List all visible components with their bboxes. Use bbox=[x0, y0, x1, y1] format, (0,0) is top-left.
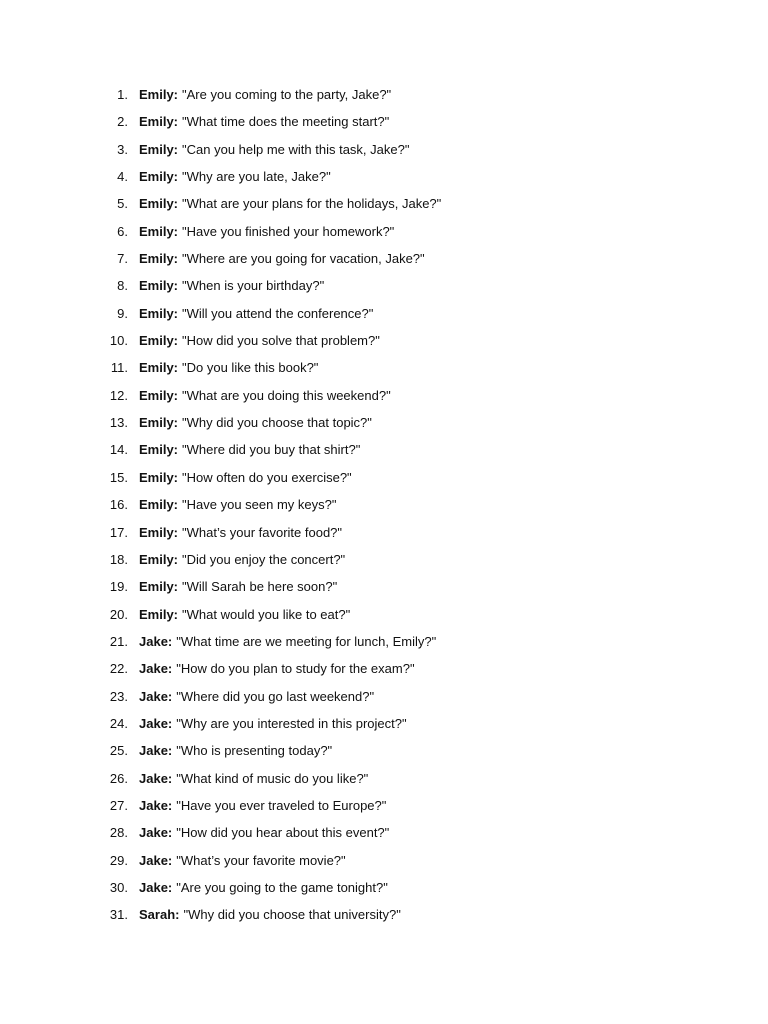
list-item bbox=[0, 86, 768, 113]
item-number: 4. bbox=[117, 169, 128, 185]
speaker-name: Jake: bbox=[139, 770, 173, 786]
item-body bbox=[139, 414, 372, 432]
item-body bbox=[139, 770, 368, 788]
item-body bbox=[139, 879, 388, 897]
list-item bbox=[0, 223, 768, 250]
item-body bbox=[139, 797, 386, 815]
speaker-name: Jake: bbox=[139, 715, 173, 731]
item-number: 5. bbox=[117, 196, 128, 212]
item-body bbox=[139, 223, 394, 241]
quote-text: "Can you help me with this task, Jake?" bbox=[182, 141, 410, 157]
list-item bbox=[0, 524, 768, 551]
item-body bbox=[139, 633, 436, 651]
speaker-name: Emily: bbox=[139, 360, 179, 376]
quote-text: "When is your birthday?" bbox=[182, 278, 325, 294]
list-item bbox=[0, 906, 768, 933]
speaker-name: Emily: bbox=[139, 442, 179, 458]
list-item bbox=[0, 359, 768, 386]
list-item bbox=[0, 387, 768, 414]
list-item bbox=[0, 469, 768, 496]
quote-text: "What are your plans for the holidays, Jake?" bbox=[182, 196, 442, 212]
item-number: 3. bbox=[117, 141, 128, 157]
item-body bbox=[139, 168, 331, 186]
speaker-name: Jake: bbox=[139, 825, 173, 841]
item-body bbox=[139, 824, 389, 842]
list-item bbox=[0, 688, 768, 715]
quote-text: "Will Sarah be here soon?" bbox=[182, 579, 338, 595]
list-item bbox=[0, 578, 768, 605]
list-item bbox=[0, 797, 768, 824]
speaker-name: Emily: bbox=[139, 579, 179, 595]
speaker-name: Emily: bbox=[139, 333, 179, 349]
speaker-name: Emily: bbox=[139, 114, 179, 130]
list-item bbox=[0, 195, 768, 222]
item-body bbox=[139, 551, 345, 569]
item-number: 23. bbox=[109, 688, 128, 704]
speaker-name: Jake: bbox=[139, 743, 173, 759]
quote-text: "Will you attend the conference?" bbox=[182, 305, 374, 321]
list-item bbox=[0, 824, 768, 851]
quote-text: "How did you solve that problem?" bbox=[182, 333, 380, 349]
item-body bbox=[139, 86, 391, 104]
item-number: 15. bbox=[109, 469, 128, 485]
quote-text: "Why are you late, Jake?" bbox=[182, 169, 331, 185]
speaker-name: Emily: bbox=[139, 87, 179, 102]
speaker-name: Jake: bbox=[139, 661, 173, 677]
speaker-name: Jake: bbox=[139, 852, 173, 868]
list-item bbox=[0, 113, 768, 140]
item-number: 26. bbox=[109, 770, 128, 786]
item-number: 25. bbox=[109, 743, 128, 759]
item-number: 6. bbox=[117, 223, 128, 239]
item-body bbox=[139, 359, 318, 377]
list-item bbox=[0, 852, 768, 879]
list-item bbox=[0, 305, 768, 332]
speaker-name: Jake: bbox=[139, 633, 173, 649]
item-number: 29. bbox=[109, 852, 128, 868]
item-number: 10. bbox=[109, 333, 128, 349]
list-item bbox=[0, 414, 768, 441]
item-body bbox=[139, 441, 360, 459]
item-number: 24. bbox=[109, 715, 128, 731]
item-number: 20. bbox=[109, 606, 128, 622]
list-item bbox=[0, 742, 768, 769]
item-body bbox=[139, 277, 324, 295]
speaker-name: Jake: bbox=[139, 688, 173, 704]
speaker-name: Sarah: bbox=[139, 907, 180, 923]
item-body bbox=[139, 332, 380, 350]
item-body bbox=[139, 852, 346, 870]
quote-text: "Where are you going for vacation, Jake?" bbox=[182, 251, 425, 267]
list-item bbox=[0, 141, 768, 168]
list-item bbox=[0, 250, 768, 277]
list-item bbox=[0, 770, 768, 797]
item-body bbox=[139, 250, 425, 268]
item-body bbox=[139, 469, 352, 487]
quote-text: "What would you like to eat?" bbox=[182, 606, 351, 622]
list-item bbox=[0, 168, 768, 195]
item-body bbox=[139, 906, 401, 924]
speaker-name: Emily: bbox=[139, 251, 179, 267]
item-number: 8. bbox=[117, 278, 128, 294]
list-item bbox=[0, 332, 768, 359]
dialogue-list bbox=[0, 86, 768, 934]
item-number: 7. bbox=[117, 251, 128, 267]
item-body bbox=[139, 606, 350, 624]
quote-text: "What time are we meeting for lunch, Emily?" bbox=[176, 633, 437, 649]
quote-text: "What time does the meeting start?" bbox=[182, 114, 390, 130]
quote-text: "Why did you choose that university?" bbox=[183, 907, 401, 923]
list-item bbox=[0, 879, 768, 906]
item-body bbox=[139, 688, 374, 706]
item-number: 27. bbox=[109, 797, 128, 813]
speaker-name: Jake: bbox=[139, 797, 173, 813]
item-number: 17. bbox=[109, 524, 128, 540]
quote-text: "What’s your favorite movie?" bbox=[176, 852, 346, 868]
item-number: 11. bbox=[110, 360, 128, 376]
item-body bbox=[139, 141, 409, 159]
quote-text: "Why did you choose that topic?" bbox=[182, 415, 372, 431]
item-number: 21. bbox=[109, 633, 128, 649]
item-number: 31. bbox=[109, 907, 128, 923]
item-number: 1. bbox=[117, 87, 128, 102]
speaker-name: Emily: bbox=[139, 223, 179, 239]
item-number: 12. bbox=[109, 387, 128, 403]
list-item bbox=[0, 551, 768, 578]
quote-text: "Where did you buy that shirt?" bbox=[182, 442, 361, 458]
quote-text: "What are you doing this weekend?" bbox=[182, 387, 391, 403]
item-number: 30. bbox=[109, 879, 128, 895]
item-body bbox=[139, 578, 337, 596]
speaker-name: Emily: bbox=[139, 469, 179, 485]
speaker-name: Emily: bbox=[139, 606, 179, 622]
quote-text: "Are you going to the game tonight?" bbox=[176, 879, 388, 895]
quote-text: "What’s your favorite food?" bbox=[182, 524, 343, 540]
item-body bbox=[139, 524, 342, 542]
quote-text: "Who is presenting today?" bbox=[176, 743, 333, 759]
quote-text: "How did you hear about this event?" bbox=[176, 825, 390, 841]
list-item bbox=[0, 441, 768, 468]
item-number: 19. bbox=[109, 579, 128, 595]
quote-text: "How often do you exercise?" bbox=[182, 469, 352, 485]
item-number: 9. bbox=[117, 305, 128, 321]
item-body bbox=[139, 113, 389, 131]
speaker-name: Emily: bbox=[139, 497, 179, 513]
quote-text: "Have you ever traveled to Europe?" bbox=[176, 797, 387, 813]
quote-text: "How do you plan to study for the exam?" bbox=[176, 661, 415, 677]
item-body bbox=[139, 305, 373, 323]
quote-text: "Why are you interested in this project?" bbox=[176, 715, 407, 731]
item-number: 2. bbox=[117, 114, 128, 130]
quote-text: "Did you enjoy the concert?" bbox=[182, 551, 346, 567]
item-number: 22. bbox=[109, 661, 128, 677]
quote-text: "Have you finished your homework?" bbox=[182, 223, 395, 239]
item-number: 28. bbox=[109, 825, 128, 841]
speaker-name: Emily: bbox=[139, 551, 179, 567]
quote-text: "Have you seen my keys?" bbox=[182, 497, 337, 513]
speaker-name: Emily: bbox=[139, 196, 179, 212]
list-item bbox=[0, 277, 768, 304]
list-item bbox=[0, 606, 768, 633]
item-body bbox=[139, 742, 332, 760]
list-item bbox=[0, 633, 768, 660]
quote-text: "Do you like this book?" bbox=[182, 360, 319, 376]
speaker-name: Emily: bbox=[139, 169, 179, 185]
speaker-name: Emily: bbox=[139, 387, 179, 403]
speaker-name: Emily: bbox=[139, 415, 179, 431]
item-body bbox=[139, 496, 336, 514]
list-item bbox=[0, 715, 768, 742]
item-number: 14. bbox=[109, 442, 128, 458]
list-item bbox=[0, 496, 768, 523]
speaker-name: Emily: bbox=[139, 278, 179, 294]
list-item bbox=[0, 660, 768, 687]
quote-text: "Where did you go last weekend?" bbox=[176, 688, 375, 704]
quote-text: "Are you coming to the party, Jake?" bbox=[182, 87, 392, 102]
item-body bbox=[139, 660, 415, 678]
speaker-name: Emily: bbox=[139, 305, 179, 321]
item-body bbox=[139, 715, 407, 733]
item-number: 18. bbox=[109, 551, 128, 567]
item-body bbox=[139, 195, 441, 213]
item-number: 16. bbox=[109, 497, 128, 513]
item-number: 13. bbox=[109, 415, 128, 431]
speaker-name: Emily: bbox=[139, 524, 179, 540]
quote-text: "What kind of music do you like?" bbox=[176, 770, 369, 786]
speaker-name: Emily: bbox=[139, 141, 179, 157]
speaker-name: Jake: bbox=[139, 879, 173, 895]
item-body bbox=[139, 387, 391, 405]
